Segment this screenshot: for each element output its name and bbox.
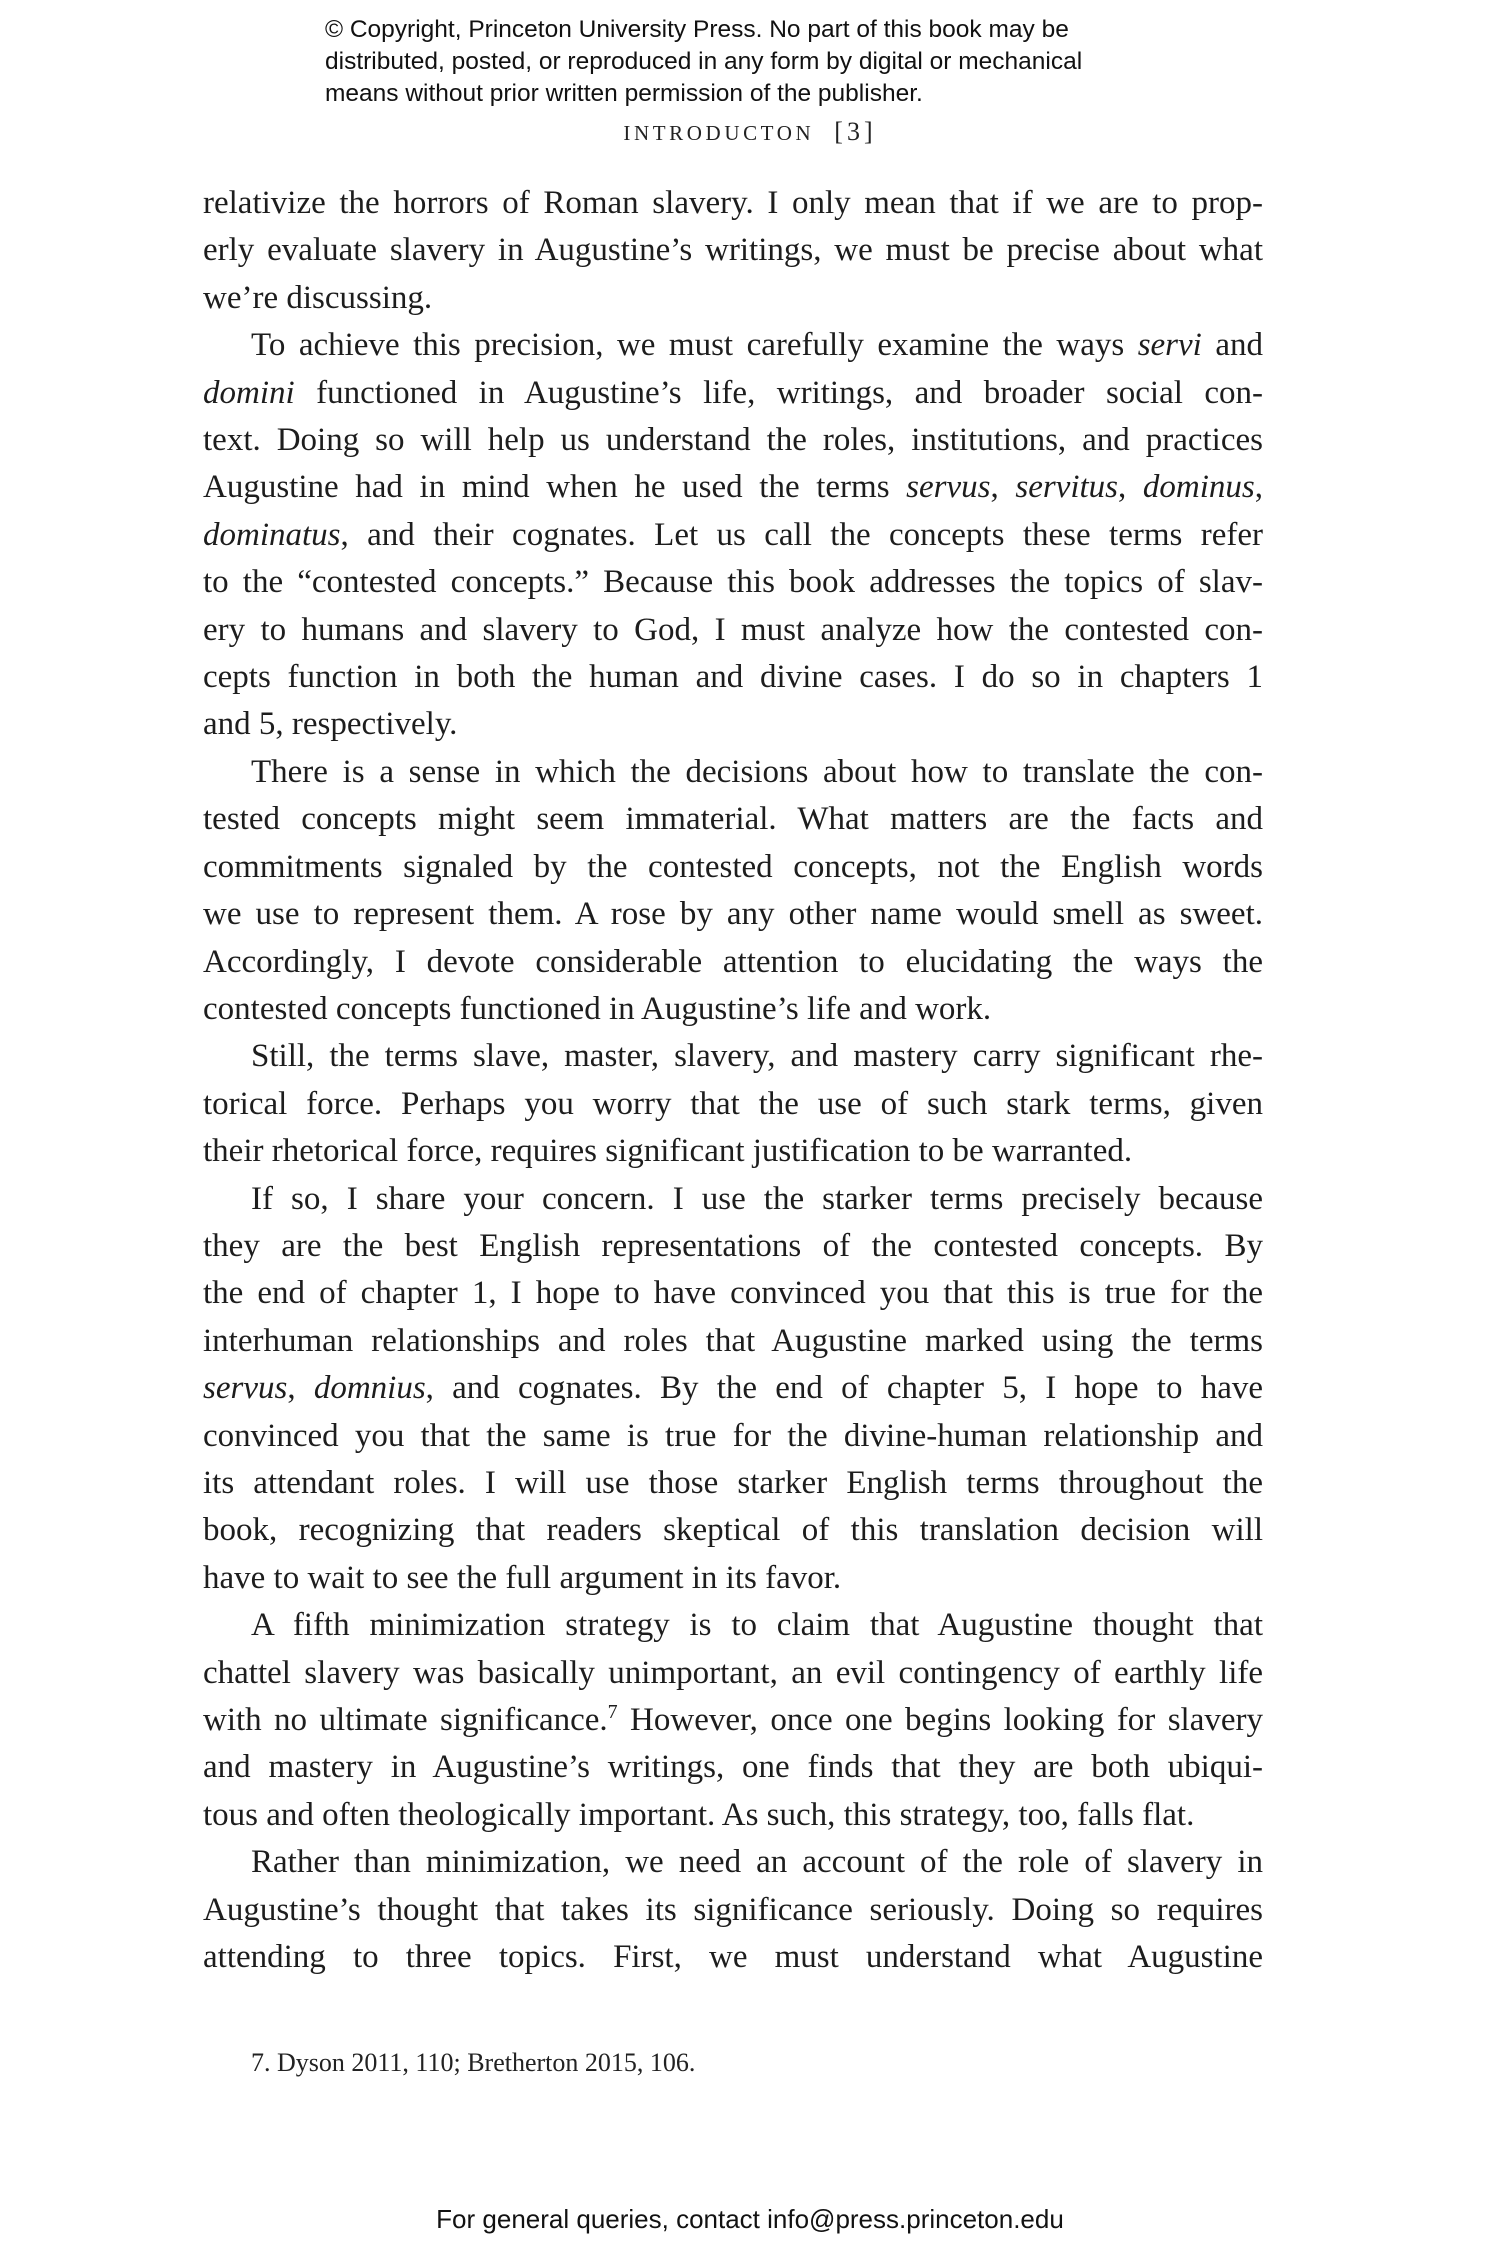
text-line: their rhetorical force, requires significant justification to be warranted. — [203, 1133, 1133, 1170]
paragraph — [203, 1033, 1263, 1175]
paragraph — [203, 180, 1263, 322]
text-line: convinced you that the same is true for the divine-human relationship and — [203, 1417, 1263, 1454]
text-line: and 5, respectively. — [203, 706, 458, 743]
text-line: dominatus, and their cognates. Let us call the concepts these terms refer — [203, 516, 1263, 553]
running-head — [0, 117, 1500, 147]
paragraph — [203, 1602, 1263, 1839]
text-line: text. Doing so will help us understand the roles, institutions, and practices — [203, 422, 1263, 459]
text-line: ery to humans and slavery to God, I must analyze how the contested con- — [203, 611, 1263, 648]
page-number: [3] — [834, 117, 877, 146]
text-line: relativize the horrors of Roman slavery. I only mean that if we are to prop- — [203, 185, 1263, 221]
copyright-line: © Copyright, Princeton University Press. No part of this book may be — [325, 16, 1069, 43]
text-line: we use to represent them. A rose by any other name would smell as sweet. — [203, 896, 1263, 933]
text-line: tous and often theologically important. As such, this strategy, too, falls flat. — [203, 1796, 1195, 1833]
text-line: attending to three topics. First, we must understand what Augustine — [203, 1939, 1263, 1976]
text-line: the end of chapter 1, I hope to have convinced you that this is true for the — [203, 1275, 1263, 1312]
text-line: have to wait to see the full argument in its favor. — [203, 1559, 842, 1596]
footnote: 7. Dyson 2011, 110; Bretherton 2015, 106. — [251, 2048, 696, 2077]
copyright-line: means without prior written permission of the publisher. — [325, 80, 923, 107]
text-line: its attendant roles. I will use those starker English terms throughout the — [203, 1464, 1263, 1501]
text-line: domini functioned in Augustine’s life, writings, and broader social con- — [203, 374, 1263, 411]
text-line: contested concepts functioned in Augustine’s life and work. — [203, 990, 992, 1027]
text-line: with no ultimate significance.$^7$ However, once one begins looking for slavery — [203, 1701, 1263, 1738]
text-line: interhuman relationships and roles that Augustine marked using the terms — [203, 1322, 1263, 1359]
paragraph — [203, 322, 1263, 749]
text-line: To achieve this precision, we must carefully examine the ways servi and — [251, 327, 1263, 364]
text-line: Still, the terms slave, master, slavery, and mastery carry significant rhe- — [251, 1038, 1263, 1075]
text-line: Accordingly, I devote considerable attention to elucidating the ways the — [203, 943, 1263, 980]
text-line: to the “contested concepts.” Because this book addresses the topics of slav- — [203, 564, 1263, 601]
text-line: we’re discussing. — [203, 279, 433, 316]
text-line: cepts function in both the human and divine cases. I do so in chapters 1 — [203, 659, 1263, 696]
text-line: Rather than minimization, we need an account of the role of slavery in — [251, 1844, 1263, 1881]
text-line: they are the best English representations of the contested concepts. By — [203, 1227, 1263, 1264]
text-line: and mastery in Augustine’s writings, one finds that they are both ubiqui- — [203, 1749, 1263, 1786]
text-line: tested concepts might seem immaterial. What matters are the facts and — [203, 801, 1263, 838]
text-line: Augustine’s thought that takes its significance seriously. Doing so requires — [203, 1891, 1263, 1928]
text-line: There is a sense in which the decisions about how to translate the con- — [251, 753, 1263, 790]
text-line: torical force. Perhaps you worry that the use of such stark terms, given — [203, 1085, 1263, 1122]
text-line: If so, I share your concern. I use the starker terms precisely because — [251, 1180, 1263, 1217]
contact-footer: For general queries, contact info@press.princeton.edu — [436, 2204, 1064, 2234]
text-line: chattel slavery was basically unimportant, an evil contingency of earthly life — [203, 1654, 1263, 1691]
text-line: commitments signaled by the contested concepts, not the English words — [203, 848, 1263, 885]
text-line: A fifth minimization strategy is to claim that Augustine thought that — [251, 1607, 1263, 1644]
running-head-title: INTRODUCTON — [623, 121, 815, 145]
text-line: Augustine had in mind when he used the terms servus, servitus, dominus, — [203, 469, 1263, 506]
paragraph — [203, 1176, 1263, 1603]
text-line: book, recognizing that readers skeptical of this translation decision will — [203, 1512, 1263, 1549]
text-line: servus, domnius, and cognates. By the end of chapter 5, I hope to have — [203, 1370, 1264, 1407]
paragraph — [203, 749, 1263, 1033]
paragraph — [203, 1839, 1263, 1981]
text-line: erly evaluate slavery in Augustine’s writings, we must be precise about what — [203, 232, 1263, 269]
body-text — [203, 180, 1263, 1981]
copyright-notice — [325, 14, 1205, 110]
copyright-line: distributed, posted, or reproduced in any form by digital or mechanical — [325, 48, 1083, 75]
